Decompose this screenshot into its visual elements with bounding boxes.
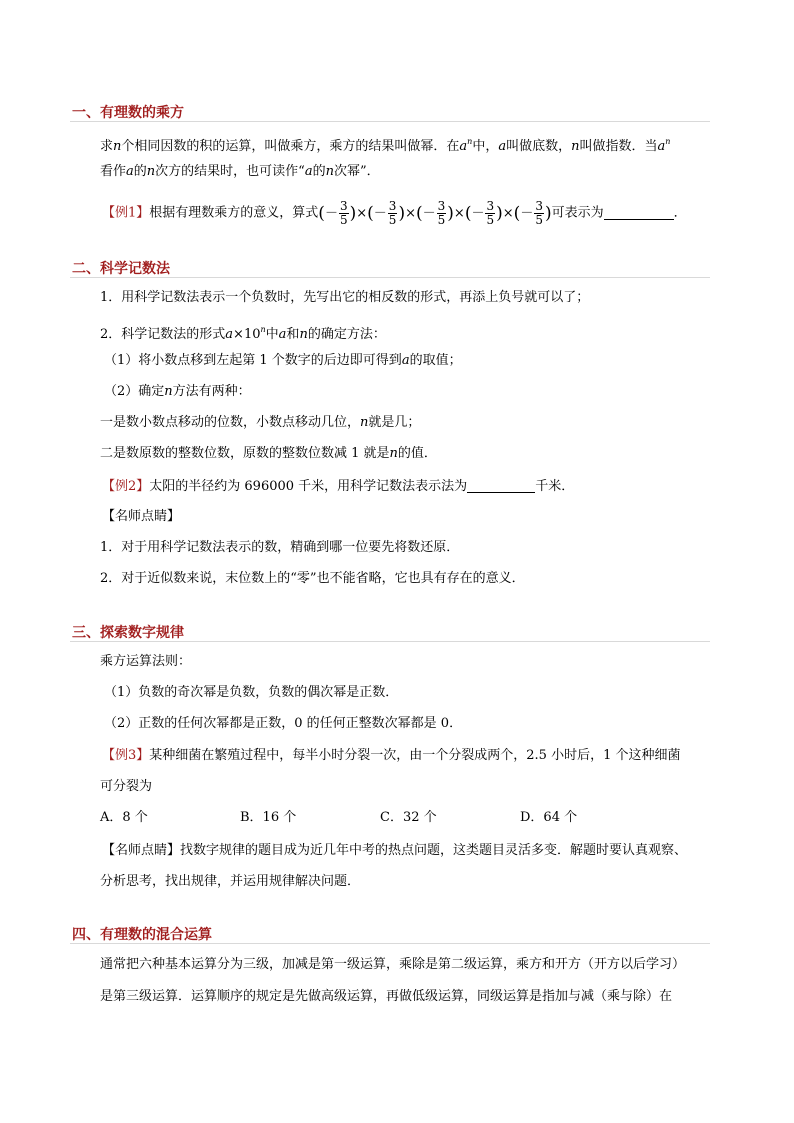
example-text: 可表示为 <box>551 205 604 221</box>
math-var: n <box>146 164 156 179</box>
option-d[interactable]: D．64 个 <box>520 810 578 825</box>
math-var: n <box>571 139 580 154</box>
fraction-denominator: 5 <box>437 212 446 227</box>
math-var: n <box>325 164 334 179</box>
right-paren: ) <box>398 203 406 223</box>
math-expression <box>318 198 552 227</box>
math-var: n <box>164 384 173 399</box>
text: （2）确定 <box>104 384 165 399</box>
right-paren: ) <box>544 203 552 223</box>
minus-sign: － <box>422 205 436 221</box>
example-1 <box>102 198 687 229</box>
example-tag: 【例1】 <box>102 205 150 221</box>
math-var: n <box>113 139 122 154</box>
paragraph-line: 2．对于近似数来说，末位数上的“零”也不能省略，它也具有存在的意义． <box>100 571 525 586</box>
text: 中 <box>265 327 279 342</box>
paragraph-line: 1．对于用科学记数法表示的数，精确到哪一位要先将数还原． <box>100 540 460 555</box>
text: 的 <box>133 164 147 179</box>
times-sign: × <box>453 205 465 221</box>
minus-sign: － <box>373 205 387 221</box>
example-text: 千米． <box>535 479 575 494</box>
answer-blank[interactable] <box>467 478 535 493</box>
math-var: a <box>304 164 313 179</box>
tip-label: 【名师点睛】 <box>102 509 181 524</box>
fraction-numerator: 3 <box>437 198 446 213</box>
math-sup: n <box>467 137 473 146</box>
fraction <box>534 200 544 227</box>
left-paren: ( <box>415 203 423 223</box>
fraction <box>388 200 398 227</box>
math-var: a <box>278 327 287 342</box>
math-var: a <box>459 139 468 154</box>
fraction-numerator: 3 <box>486 198 495 213</box>
option-c[interactable]: C．32 个 <box>380 810 437 825</box>
text: （1）将小数点移到左起第 1 个数字的后边即可得到 <box>104 353 402 368</box>
text: ×10 <box>233 327 261 342</box>
left-paren: ( <box>513 203 521 223</box>
paragraph-line: 通常把六种基本运算分为三级，加减是第一级运算，乘除是第二级运算，乘方和开方（开方以后学习） <box>100 957 686 972</box>
minus-sign: － <box>324 205 338 221</box>
text: 看作 <box>100 164 127 179</box>
fraction <box>339 200 349 227</box>
paragraph-line: 分析思考，找出规律，并运用规律解决问题． <box>100 874 361 889</box>
text: 叫做指数．当 <box>579 139 658 154</box>
fraction-denominator: 5 <box>388 212 397 227</box>
tip-line <box>102 843 687 859</box>
fraction-numerator: 3 <box>388 198 397 213</box>
paragraph-line: 是第三级运算．运算顺序的规定是先做高级运算，再做低级运算，同级运算是指加与减（乘与除）在 <box>100 989 673 1004</box>
example-tag: 【例3】 <box>102 748 150 763</box>
text: 的取值； <box>409 353 462 368</box>
math-var: a <box>401 353 410 368</box>
example-tag: 【例2】 <box>102 479 150 494</box>
fraction-denominator: 5 <box>339 212 348 227</box>
times-sign: × <box>405 205 416 221</box>
tip-text: 找数字规律的题目成为近几年中考的热点问题，这类题目灵活多变．解题时要认真观察、 <box>180 843 688 858</box>
paragraph-line: （2）正数的任何次幂都是正数，0 的任何正整数次幂都是 0． <box>104 716 463 731</box>
option-a[interactable]: A．8 个 <box>100 810 148 825</box>
example-3 <box>102 748 681 764</box>
answer-blank[interactable] <box>604 205 674 220</box>
section-heading: 三、探索数字规律 <box>72 625 184 641</box>
text: ． <box>673 205 687 221</box>
paragraph-line: 可分裂为 <box>100 779 153 794</box>
math-var: a <box>225 327 234 342</box>
text: 次幂”． <box>333 164 380 179</box>
section-heading: 一、有理数的乘方 <box>72 105 184 121</box>
left-paren: ( <box>367 203 374 223</box>
example-2 <box>102 478 574 495</box>
paragraph-line: 1．用科学记数法表示一个负数时，先写出它的相反数的形式，再添上负号就可以了； <box>100 290 590 305</box>
text: 的 <box>312 164 326 179</box>
paragraph-line <box>100 134 670 155</box>
example-text: 某种细菌在繁殖过程中，每半小时分裂一次，由一个分裂成两个，2.5 小时后，1 个这种细菌 <box>149 748 681 763</box>
text: 和 <box>286 327 300 342</box>
paragraph-line: （1）负数的奇次幂是负数，负数的偶次幂是正数． <box>104 685 399 700</box>
option-b[interactable]: B．16 个 <box>240 810 297 825</box>
text: 就是几； <box>368 415 421 430</box>
text: 方法有两种： <box>172 384 251 399</box>
section-heading: 四、有理数的混合运算 <box>72 927 212 943</box>
fraction-numerator: 3 <box>339 198 348 213</box>
heading-divider <box>70 121 710 122</box>
times-sign: × <box>356 205 368 221</box>
left-paren: ( <box>464 203 472 223</box>
paragraph-line <box>100 446 437 462</box>
text: 一是数小数点移动的位数，小数点移动几位， <box>100 415 361 430</box>
text: 的值． <box>397 446 437 461</box>
math-var: n <box>360 415 369 430</box>
math-sup: n <box>665 137 671 146</box>
heading-divider <box>70 641 710 642</box>
fraction-denominator: 5 <box>535 212 543 227</box>
minus-sign: － <box>520 205 534 221</box>
text: 2．科学记数法的形式 <box>100 327 226 342</box>
example-text: 太阳的半径约为 696000 千米，用科学记数法表示法为 <box>149 479 468 494</box>
math-var: n <box>389 446 398 461</box>
section-heading: 二、科学记数法 <box>72 261 170 277</box>
example-text: 根据有理数乘方的意义，算式 <box>149 205 319 221</box>
fraction <box>485 200 495 227</box>
left-paren: ( <box>318 203 325 223</box>
math-var: n <box>299 327 308 342</box>
minus-sign: － <box>471 205 485 221</box>
heading-divider <box>70 277 710 278</box>
times-sign: × <box>502 205 514 221</box>
heading-divider <box>70 943 710 944</box>
fraction-denominator: 5 <box>486 212 495 227</box>
paragraph-line <box>100 415 420 431</box>
text: 中， <box>472 139 499 154</box>
text: 求 <box>100 139 114 154</box>
paragraph-line <box>100 322 386 343</box>
text: 个相同因数的积的运算，叫做乘方，乘方的结果叫做幂．在 <box>121 139 460 154</box>
paragraph-line <box>104 384 251 400</box>
paragraph-line: 乘方运算法则： <box>100 654 192 669</box>
math-var: a <box>126 164 134 179</box>
right-paren: ) <box>349 203 357 223</box>
math-var: a <box>657 139 666 154</box>
fraction <box>437 200 447 227</box>
fraction-numerator: 3 <box>535 198 543 213</box>
text: 二是数原数的整数位数，原数的整数位数减 1 就是 <box>100 446 390 461</box>
math-sup: n <box>260 325 266 334</box>
paragraph-line <box>100 164 380 180</box>
text: 次方的结果时，也可读作“ <box>155 164 305 179</box>
paragraph-line <box>104 353 462 369</box>
tip-label: 【名师点睛】 <box>102 843 181 858</box>
right-paren: ) <box>496 203 503 223</box>
right-paren: ) <box>447 203 454 223</box>
text: 的确定方法： <box>307 327 386 342</box>
math-var: a <box>498 139 507 154</box>
text: 叫做底数， <box>506 139 572 154</box>
